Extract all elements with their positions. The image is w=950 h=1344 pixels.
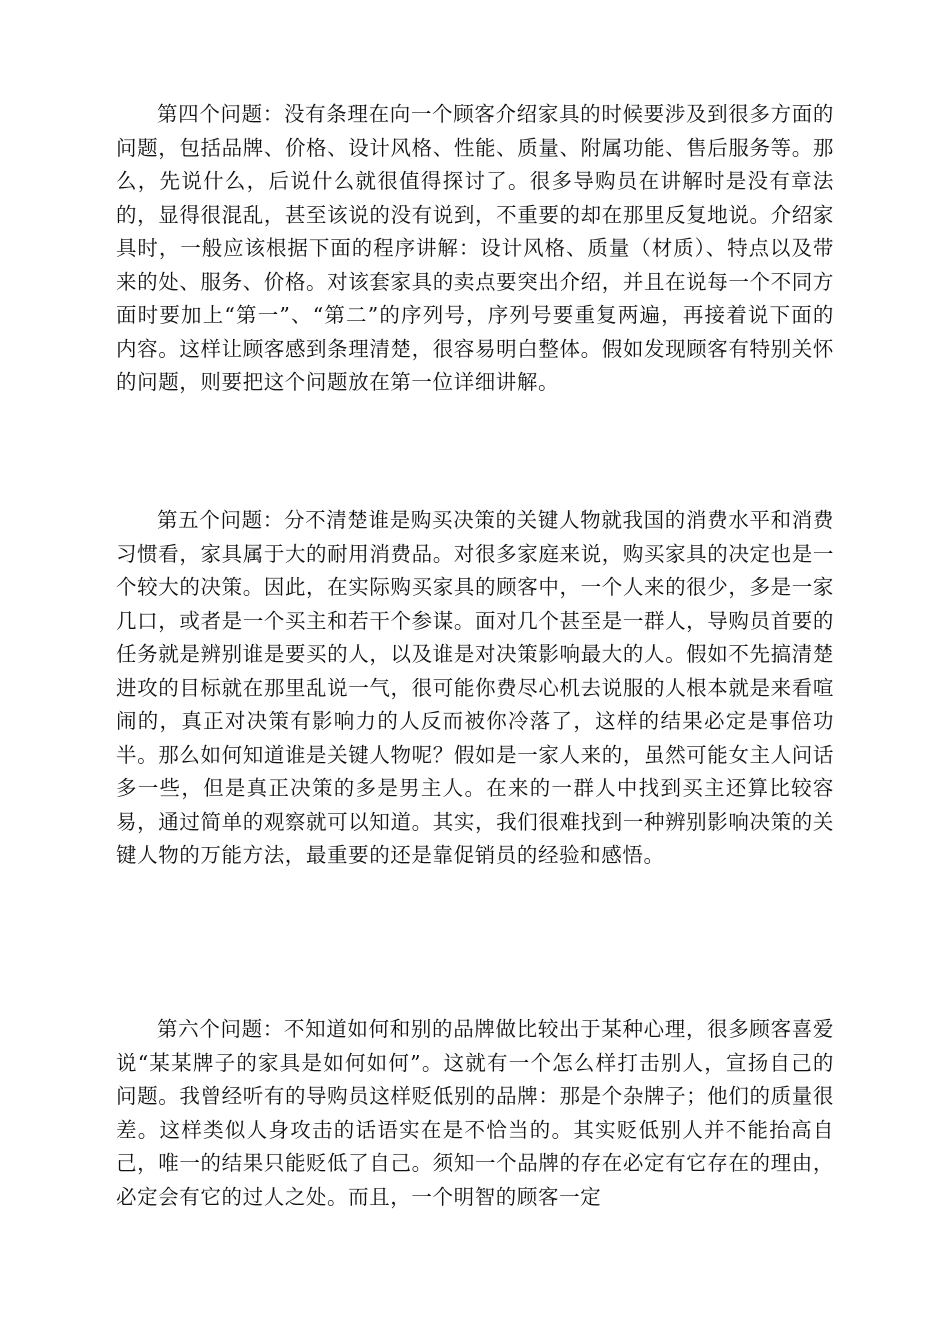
paragraph-question-four: 第四个问题：没有条理在向一个顾客介绍家具的时候要涉及到很多方面的问题，包括品牌、价格、设计风格、性能、质量、附属功能、售后服务等。那么，先说什么，后说什么就很值得探讨了。很多导购员在讲解时是没有章法的，显得很混乱，甚至该说的没有说到，不重要的却在那里反复地说。介绍家具时，一般应该根据下面的程序讲解：设计风格、质量（材质）、特点以及带来的处、服务、价格。对该套家具的卖点要突出介绍，并且在说每一个不同方面时要加上“第一”、“第二”的序列号，序列号要重复两遍，再接着说下面的内容。这样让顾客感到条理清楚，很容易明白整体。假如发现顾客有特别关怀的问题，则要把这个问题放在第一位详细讲解。 bbox=[116, 102, 834, 394]
paragraph-question-five: 第五个问题：分不清楚谁是购买决策的关键人物就我国的消费水平和消费习惯看，家具属于大的耐用消费品。对很多家庭来说，购买家具的决定也是一个较大的决策。因此，在实际购买家具的顾客中，一个人来的很少，多是一家几口，或者是一个买主和若干个参谋。面对几个甚至是一群人，导购员首要的任务就是辨别谁是要买的人，以及谁是对决策影响最大的人。假如不先搞清楚进攻的目标就在那里乱说一气，很可能你费尽心机去说服的人根本就是来看喧闹的，真正对决策有影响力的人反而被你冷落了，这样的结果必定是事倍功半。那么如何知道谁是关键人物呢？假如是一家人来的，虽然可能女主人问话多一些，但是真正决策的多是男主人。在来的一群人中找到买主还算比较容易，通过简单的观察就可以知道。其实，我们很难找到一种辨别影响决策的关键人物的万能方法，最重要的还是靠促销员的经验和感悟。 bbox=[116, 508, 834, 867]
paragraph-question-six: 第六个问题：不知道如何和别的品牌做比较出于某种心理，很多顾客喜爱说“某某牌子的家具是如何如何”。这就有一个怎么样打击别人，宣扬自己的问题。我曾经听有的导购员这样贬低别的品牌：那是个杂牌子；他们的质量很差。这样类似人身攻击的话语实在是不恰当的。其实贬低别人并不能抬高自己，唯一的结果只能贬低了自己。须知一个品牌的存在必定有它存在的理由，必定会有它的过人之处。而且，一个明智的顾客一定 bbox=[116, 1017, 834, 1209]
